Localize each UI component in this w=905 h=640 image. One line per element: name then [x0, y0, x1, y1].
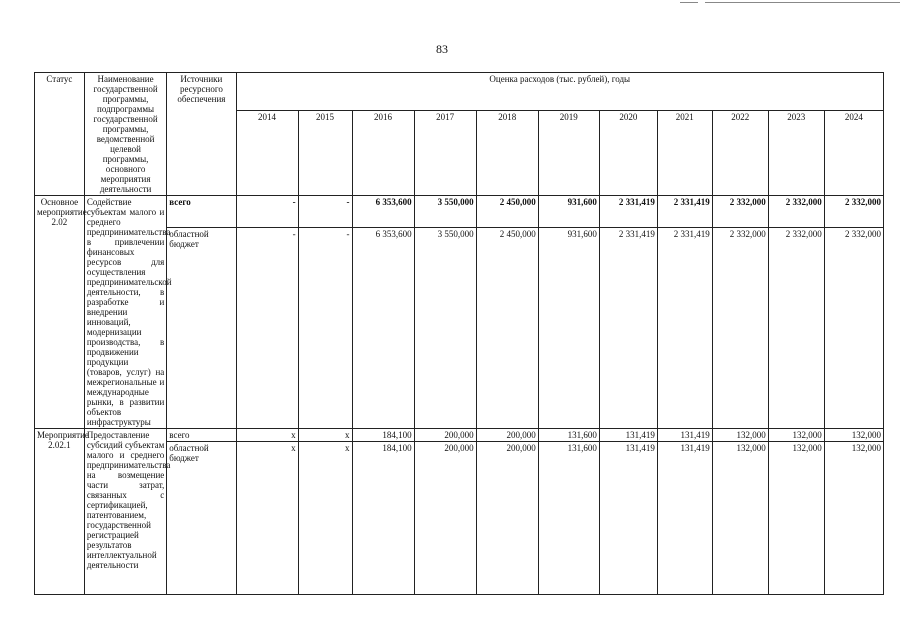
- value-cell: 184,100: [352, 442, 414, 595]
- year-header: 2020: [599, 111, 657, 196]
- source-cell: всего: [167, 429, 236, 442]
- header-rule-long: [705, 2, 900, 3]
- value-cell: 200,000: [414, 442, 476, 595]
- value-cell: 200,000: [476, 442, 538, 595]
- year-header: 2015: [298, 111, 352, 196]
- value-cell: 200,000: [476, 429, 538, 442]
- header-rule-short: [680, 2, 698, 3]
- value-cell: -: [298, 228, 352, 429]
- value-cell: x: [236, 442, 298, 595]
- value-cell: 132,000: [712, 442, 768, 595]
- value-cell: 2 450,000: [476, 196, 538, 228]
- value-cell: 6 353,600: [352, 228, 414, 429]
- source-cell: областной бюджет: [167, 228, 236, 429]
- value-cell: x: [298, 442, 352, 595]
- budget-table: [34, 72, 884, 595]
- value-cell: 2 332,000: [712, 196, 768, 228]
- table-row: [35, 429, 884, 442]
- header-sources: Источники ресурсного обеспечения: [167, 73, 236, 196]
- value-cell: 2 332,000: [824, 228, 883, 429]
- value-cell: -: [236, 228, 298, 429]
- value-cell: 2 331,419: [657, 196, 712, 228]
- status-cell: Мероприятие 2.02.1: [35, 429, 85, 595]
- value-cell: 931,600: [538, 196, 599, 228]
- value-cell: 3 550,000: [414, 228, 476, 429]
- value-cell: 132,000: [768, 442, 824, 595]
- year-header: 2018: [476, 111, 538, 196]
- value-cell: 184,100: [352, 429, 414, 442]
- value-cell: 132,000: [824, 429, 883, 442]
- value-cell: 131,600: [538, 442, 599, 595]
- value-cell: -: [236, 196, 298, 228]
- value-cell: 132,000: [712, 429, 768, 442]
- value-cell: 131,419: [599, 442, 657, 595]
- year-header: 2014: [236, 111, 298, 196]
- value-cell: 2 450,000: [476, 228, 538, 429]
- year-header: 2019: [538, 111, 599, 196]
- value-cell: 2 332,000: [768, 196, 824, 228]
- value-cell: 131,600: [538, 429, 599, 442]
- source-cell: всего: [167, 196, 236, 228]
- source-cell: областной бюджет: [167, 442, 236, 595]
- value-cell: x: [298, 429, 352, 442]
- value-cell: 131,419: [657, 429, 712, 442]
- year-header: 2017: [414, 111, 476, 196]
- value-cell: 132,000: [824, 442, 883, 595]
- value-cell: 6 353,600: [352, 196, 414, 228]
- measure-name-cell: Содействие субъектам малого и среднего предпринимательства в привлечении финансовых ресурсов для осуществления предпринимательской деятельности, в разработке и внедрении инноваций, модернизации производства, в продвижении продукции (товаров, услуг) на межрегиональные и международные рынки, в развитии объектов инфраструктуры: [84, 196, 166, 429]
- value-cell: 132,000: [768, 429, 824, 442]
- year-header: 2023: [768, 111, 824, 196]
- value-cell: 2 331,419: [657, 228, 712, 429]
- value-cell: 3 550,000: [414, 196, 476, 228]
- year-header: 2022: [712, 111, 768, 196]
- value-cell: 200,000: [414, 429, 476, 442]
- value-cell: 2 332,000: [768, 228, 824, 429]
- value-cell: 2 331,419: [599, 228, 657, 429]
- year-header: 2016: [352, 111, 414, 196]
- value-cell: 2 331,419: [599, 196, 657, 228]
- header-name: Наименование государственной программы, подпрограммы государственной программы, ведомственной целевой программы, основного мероприятия деятельности: [84, 73, 166, 196]
- header-estimate: Оценка расходов (тыс. рублей), годы: [236, 73, 884, 111]
- header-row-top: [35, 73, 884, 111]
- page-number: 83: [436, 42, 448, 56]
- value-cell: -: [298, 196, 352, 228]
- table-row: [35, 196, 884, 228]
- year-header: 2021: [657, 111, 712, 196]
- value-cell: x: [236, 429, 298, 442]
- value-cell: 131,419: [657, 442, 712, 595]
- header-status: Статус: [35, 73, 85, 196]
- measure-name-cell: Предоставление субсидий субъектам малого и среднего предпринимательства на возмещение части затрат, связанных с сертификацией, патентованием, государственной регистрацией результатов интеллектуальной деятельности: [84, 429, 166, 595]
- value-cell: 2 332,000: [712, 228, 768, 429]
- status-cell: Основное мероприятие 2.02: [35, 196, 85, 429]
- value-cell: 2 332,000: [824, 196, 883, 228]
- value-cell: 931,600: [538, 228, 599, 429]
- value-cell: 131,419: [599, 429, 657, 442]
- year-header: 2024: [824, 111, 883, 196]
